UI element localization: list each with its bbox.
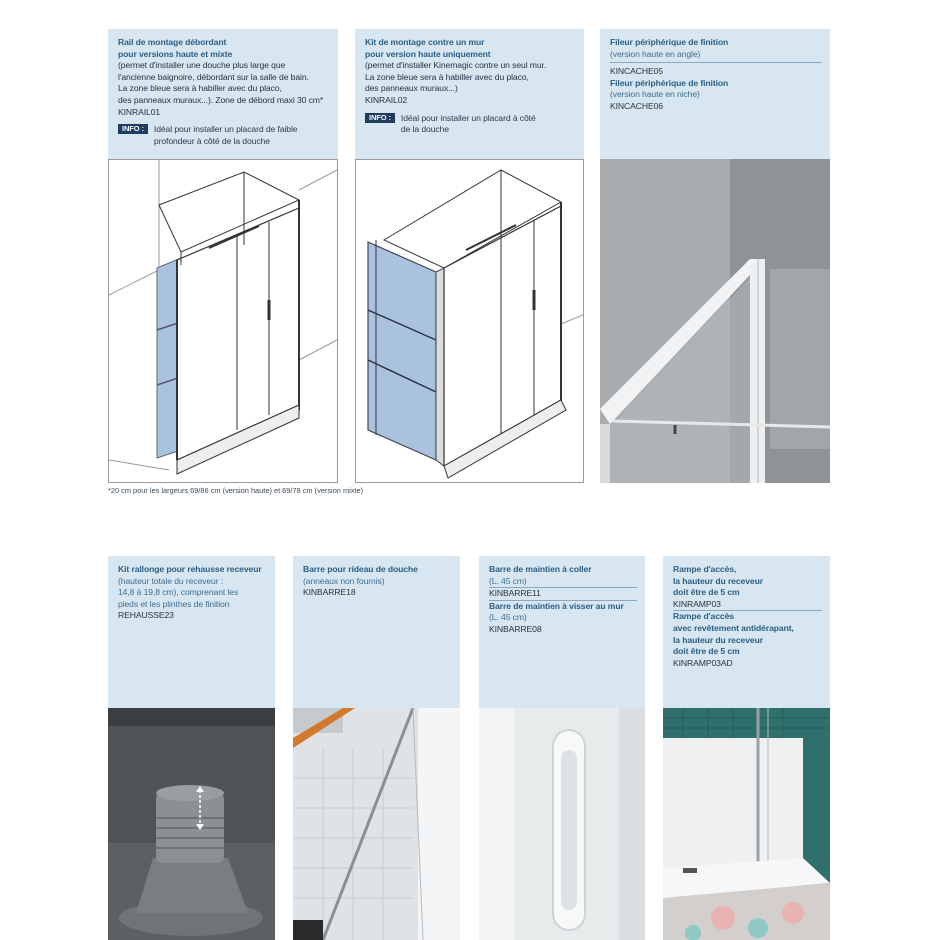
- info-text: profondeur à côté de la douche: [153, 135, 270, 146]
- card-title: Fileur périphérique de finition: [610, 37, 729, 47]
- card-title: doit être de 5 cm: [673, 587, 740, 598]
- card-description: des panneaux muraux...). Zone de débord maxi 30 cm*: [118, 94, 324, 105]
- product-card-rehausse23: [108, 556, 275, 708]
- card-description: pieds et les plinthes de finition: [118, 598, 230, 609]
- finishing-trim-photo: [600, 159, 830, 483]
- product-card-kinrail02: [355, 29, 584, 159]
- product-card-kinbarre18: [293, 556, 460, 708]
- info-text: Idéal pour installer un placard de faible: [153, 124, 298, 135]
- card-description: l'ancienne baignoire, débordant sur la salle de bain.: [118, 71, 309, 82]
- product-code: KINBARRE18: [303, 587, 356, 598]
- card-description: des panneaux muraux...): [365, 83, 458, 94]
- card-subtitle: (L. 45 cm): [489, 575, 527, 586]
- card-description: 14,8 à 19,8 cm), comprenant les: [118, 587, 239, 598]
- product-code: KINRAMP03: [673, 598, 721, 609]
- footnote: *20 cm pour les largeurs 69/86 cm (version haute) et 69/78 cm (version mixte): [108, 486, 364, 495]
- card-title: Rail de montage débordant: [118, 37, 227, 47]
- info-note: [118, 124, 330, 147]
- card-description: (permet d'installer Kinemagic contre un seul mur.: [365, 60, 547, 71]
- card-subtitle: (version haute en angle): [610, 48, 701, 59]
- product-card-kincache: [600, 29, 830, 159]
- product-code: REHAUSSE23: [118, 610, 174, 621]
- card-title: Kit de montage contre un mur: [365, 37, 485, 47]
- info-badge: INFO :: [118, 124, 148, 134]
- card-description: La zone bleue sera à habiller avec du placo,: [365, 71, 529, 82]
- card-title: Barre pour rideau de douche: [303, 564, 418, 574]
- card-description: (permet d'installer une douche plus large que: [118, 60, 286, 71]
- product-card-kinrail01: [108, 29, 338, 159]
- card-description: La zone bleue sera à habiller avec du placo,: [118, 83, 282, 94]
- product-code: KINCACHE05: [610, 66, 663, 77]
- curtain-rail-photo: [293, 708, 460, 940]
- product-code: KINBARRE11: [489, 588, 541, 599]
- card-subtitle: (anneaux non fournis): [303, 575, 385, 586]
- card-subtitle: (version haute en niche): [610, 89, 700, 100]
- info-badge: INFO :: [365, 113, 395, 123]
- card-title: Rampe d'accès: [673, 611, 734, 622]
- card-title: Barre de maintien à visser au mur: [489, 600, 624, 611]
- card-title: pour version haute uniquement: [365, 48, 491, 59]
- card-subtitle: (L. 45 cm): [489, 612, 527, 623]
- card-title: pour versions haute et mixte: [118, 48, 233, 59]
- card-title: Rampe d'accès,: [673, 564, 737, 574]
- info-text: de la douche: [400, 124, 449, 135]
- info-text: Idéal pour installer un placard à côté: [400, 112, 536, 123]
- divider: [610, 62, 822, 63]
- grab-bar-photo: [479, 708, 645, 940]
- shower-overflow-rail-illustration: [108, 159, 338, 483]
- product-code: KINBARRE08: [489, 623, 542, 634]
- card-description: (hauteur totale du receveur :: [118, 575, 224, 586]
- card-title: Kit rallonge pour rehausse receveur: [118, 564, 262, 574]
- product-code: KINRAMP03AD: [673, 657, 733, 668]
- product-code: KINCACHE06: [610, 100, 663, 111]
- card-title: la hauteur du receveur: [673, 575, 763, 586]
- card-title: Barre de maintien à coller: [489, 564, 592, 574]
- access-ramp-photo: [663, 708, 830, 940]
- info-note: [365, 113, 576, 136]
- wall-mount-kit-illustration: [355, 159, 584, 483]
- product-card-kinbarre: [479, 556, 645, 708]
- card-title: avec revêtement antidérapant,: [673, 622, 794, 633]
- product-card-kinramp: [663, 556, 830, 708]
- card-title: Fileur périphérique de finition: [610, 77, 729, 88]
- card-title: la hauteur du receveur: [673, 634, 763, 645]
- card-title: doit être de 5 cm: [673, 646, 740, 657]
- product-code: KINRAIL01: [118, 106, 161, 117]
- adjustable-foot-photo: [108, 708, 275, 940]
- product-code: KINRAIL02: [365, 94, 408, 105]
